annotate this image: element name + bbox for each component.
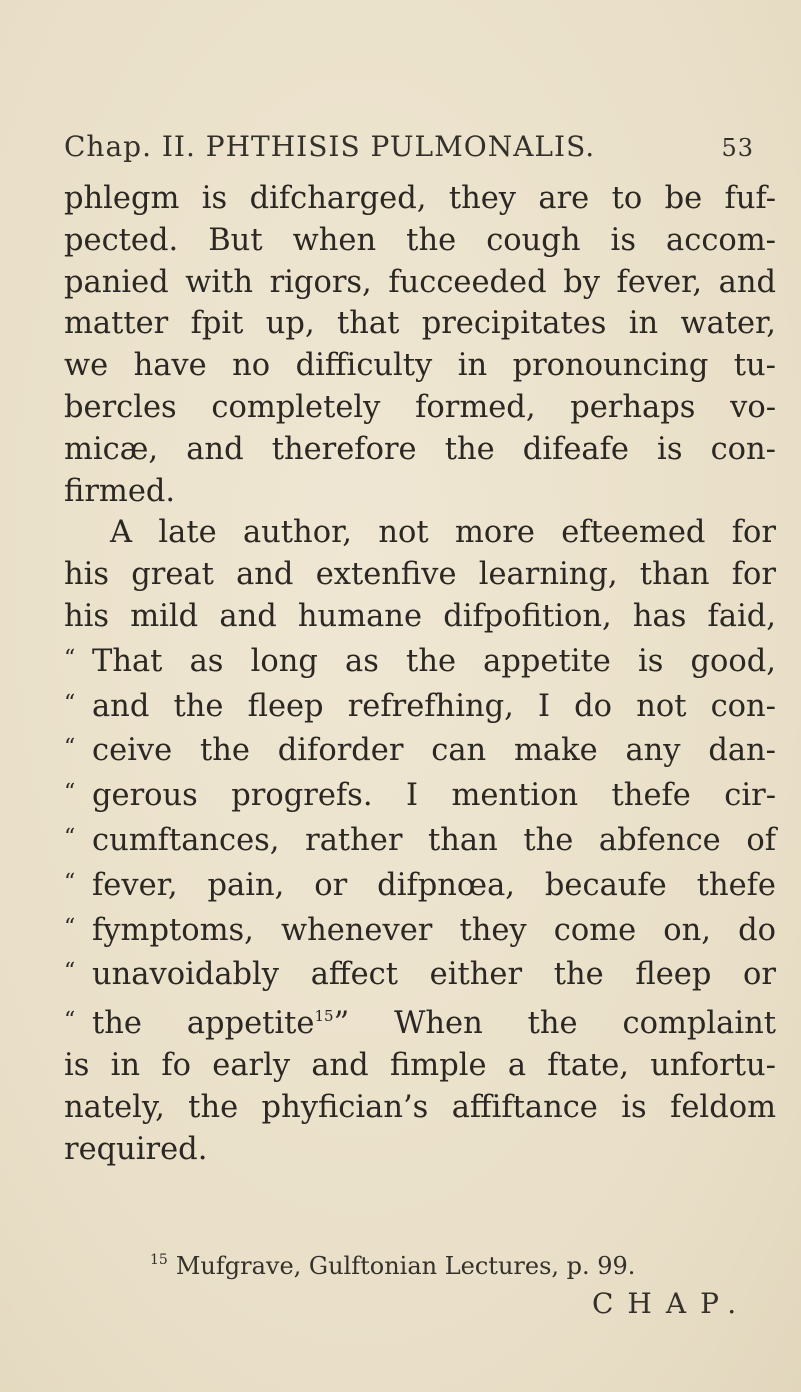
quote-mark: “	[64, 869, 76, 895]
quote-mark: “	[64, 735, 76, 761]
text-line: ” When the complaint	[333, 1006, 777, 1042]
text-line: fymptoms, whenever they come on, do	[92, 912, 776, 948]
text-line: bercles completely formed, perhaps vo-	[64, 389, 776, 425]
catchword: CHAP.	[592, 1287, 751, 1320]
quoted-line	[64, 862, 776, 907]
footnote-text: Mufgrave, Gulftonian Lectures, p. 99.	[175, 1252, 636, 1280]
quote-mark: “	[64, 780, 76, 806]
text-line: A late author, not more efteemed for	[110, 515, 776, 551]
text-line: panied with rigors, fucceeded by fever, and	[64, 264, 776, 300]
text-line: fever, pain, or difpnœa, becaufe thefe	[92, 867, 776, 903]
quoted-line	[64, 727, 776, 772]
text-line: unavoidably affect either the fleep or	[92, 957, 776, 993]
quote-mark: “	[64, 1008, 76, 1034]
text-line: ceive the diforder can make any dan-	[92, 733, 776, 769]
quoted-line	[64, 996, 776, 1045]
quote-mark: “	[64, 690, 76, 716]
running-header	[64, 130, 754, 163]
text-line: we have no difficulty in pronouncing tu-	[64, 348, 776, 384]
footnote	[150, 1252, 635, 1280]
text-line: matter fpit up, that precipitates in water,	[64, 306, 776, 342]
quoted-line	[64, 907, 776, 952]
text-line: the appetite	[92, 1006, 315, 1042]
text-line: That as long as the appetite is good,	[92, 643, 776, 679]
text-line: his great and extenfive learning, than for	[64, 557, 776, 593]
quoted-line	[64, 951, 776, 996]
quote-mark: “	[64, 959, 76, 985]
quote-mark: “	[64, 645, 76, 671]
quoted-line	[64, 683, 776, 728]
body-text	[64, 178, 776, 1170]
text-line: phlegm is difcharged, they are to be fuf-	[64, 181, 776, 216]
footnote-reference: 15	[314, 1007, 334, 1026]
quoted-line	[64, 772, 776, 817]
text-line: pected. But when the cough is accom-	[64, 222, 776, 258]
text-line: required.	[64, 1131, 208, 1167]
running-title: Chap. II. PHTHISIS PULMONALIS.	[64, 130, 596, 163]
text-line: and the fleep refrefhing, I do not con-	[92, 688, 776, 724]
text-line: gerous progrefs. I mention thefe cir-	[92, 778, 776, 814]
text-line: micæ, and therefore the difeafe is con-	[64, 431, 776, 467]
text-line: his mild and humane difpofition, has faid,	[64, 598, 776, 634]
text-line: firmed.	[64, 473, 176, 509]
quoted-line	[64, 817, 776, 862]
text-line: nately, the phyfician’s affiftance is feldom	[64, 1089, 776, 1125]
quote-mark: “	[64, 824, 76, 850]
page-number: 53	[721, 134, 754, 162]
footnote-number: 15	[150, 1252, 168, 1268]
quote-mark: “	[64, 914, 76, 940]
text-line: cumftances, rather than the abfence of	[92, 822, 776, 858]
text-line: is in fo early and fimple a ftate, unfortu-	[64, 1047, 776, 1083]
quoted-line	[64, 638, 776, 683]
